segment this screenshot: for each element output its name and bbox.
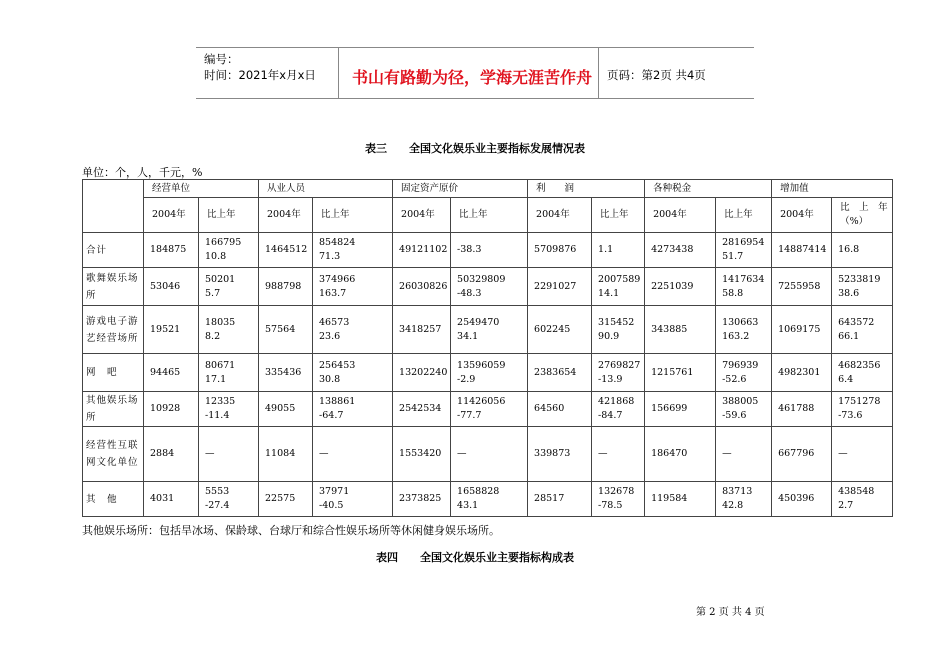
page-label: 页码：第2页 共4页 <box>607 68 706 82</box>
table-cell: 132678 -78.5 <box>592 482 645 517</box>
table-cell: — <box>313 427 393 482</box>
table-cell: 315452 90.9 <box>592 306 645 354</box>
table-cell: 11426056 -77.7 <box>451 392 528 427</box>
table-cell: 256453 30.8 <box>313 354 393 392</box>
table-cell: 64560 <box>528 392 592 427</box>
table-cell: 130663 163.2 <box>716 306 772 354</box>
footer-page: 第 2 页 共 4 页 <box>696 607 765 618</box>
table-row <box>83 392 893 427</box>
table-cell: 184875 <box>144 233 199 268</box>
sub-header: 2004年 <box>772 198 832 233</box>
table-cell: 1464512 <box>259 233 313 268</box>
sub-header: 比 上 年（%） <box>832 198 893 233</box>
group-header: 从业人员 <box>259 180 393 198</box>
group-header: 利 润 <box>528 180 645 198</box>
table-cell: 461788 <box>772 392 832 427</box>
table-cell: 14887414 <box>772 233 832 268</box>
sub-header: 2004年 <box>528 198 592 233</box>
table-cell: 10928 <box>144 392 199 427</box>
number-label: 编号： <box>204 52 239 66</box>
table-cell: 3418257 <box>393 306 451 354</box>
row-label: 歌舞娱乐场所 <box>83 268 144 306</box>
table-cell: 80671 17.1 <box>199 354 259 392</box>
row-label: 游戏电子游艺经营场所 <box>83 306 144 354</box>
table-cell: 1553420 <box>393 427 451 482</box>
table-cell: — <box>199 427 259 482</box>
table-row <box>83 233 893 268</box>
group-header: 经营单位 <box>144 180 259 198</box>
table-cell: 11084 <box>259 427 313 482</box>
table3-note: 其他娱乐场所：包括旱冰场、保龄球、台球厅和综合性娱乐场所等休闲健身娱乐场所。 <box>82 524 500 537</box>
table-cell: 643572 66.1 <box>832 306 893 354</box>
table-row <box>83 354 893 392</box>
table-cell: 37971 -40.5 <box>313 482 393 517</box>
table-cell: 22575 <box>259 482 313 517</box>
table-cell: 374966 163.7 <box>313 268 393 306</box>
table-cell: 13596059 -2.9 <box>451 354 528 392</box>
table-cell: 2291027 <box>528 268 592 306</box>
table-cell: 5709876 <box>528 233 592 268</box>
date-label: 时间：2021年x月x日 <box>204 68 316 82</box>
table-cell: 26030826 <box>393 268 451 306</box>
sub-header: 比上年 <box>592 198 645 233</box>
table-cell: 4982301 <box>772 354 832 392</box>
table-cell: 186470 <box>645 427 716 482</box>
table-cell: 335436 <box>259 354 313 392</box>
table-cell: 1.1 <box>592 233 645 268</box>
table-cell: 450396 <box>772 482 832 517</box>
row-label: 经营性互联网文化单位 <box>83 427 144 482</box>
table-cell: 83713 42.8 <box>716 482 772 517</box>
sub-header: 比上年 <box>313 198 393 233</box>
table-cell: 138861 -64.7 <box>313 392 393 427</box>
table-cell: 2884 <box>144 427 199 482</box>
table-cell: 1658828 43.1 <box>451 482 528 517</box>
table-cell: 2383654 <box>528 354 592 392</box>
row-label: 网 吧 <box>83 354 144 392</box>
table-cell: 50201 5.7 <box>199 268 259 306</box>
header-motto-cell <box>339 48 799 98</box>
sub-header: 2004年 <box>144 198 199 233</box>
table-cell: 421868 -84.7 <box>592 392 645 427</box>
table-cell: 2007589 14.1 <box>592 268 645 306</box>
table-row <box>83 306 893 354</box>
page-header <box>196 47 754 99</box>
sub-header: 比上年 <box>716 198 772 233</box>
table-cell: — <box>451 427 528 482</box>
header-info <box>196 48 339 98</box>
table-cell: 1215761 <box>645 354 716 392</box>
table-cell: 4031 <box>144 482 199 517</box>
sub-header: 2004年 <box>393 198 451 233</box>
table-cell: 5233819 38.6 <box>832 268 893 306</box>
table-cell: 49121102 <box>393 233 451 268</box>
table-cell: 5553 -27.4 <box>199 482 259 517</box>
table-row <box>83 482 893 517</box>
table-cell: 1751278 -73.6 <box>832 392 893 427</box>
table4-title: 表四 全国文化娱乐业主要指标构成表 <box>376 551 574 564</box>
table-cell: 16.8 <box>832 233 893 268</box>
sub-header: 2004年 <box>259 198 313 233</box>
table-cell: 94465 <box>144 354 199 392</box>
table-cell: 2251039 <box>645 268 716 306</box>
table3 <box>82 179 893 517</box>
table-cell: 18035 8.2 <box>199 306 259 354</box>
table-cell: 28517 <box>528 482 592 517</box>
group-header: 固定资产原价 <box>393 180 528 198</box>
table-cell: 13202240 <box>393 354 451 392</box>
sub-header: 比上年 <box>199 198 259 233</box>
table-cell: 12335 -11.4 <box>199 392 259 427</box>
table-cell: 667796 <box>772 427 832 482</box>
table-cell: 988798 <box>259 268 313 306</box>
table-cell: 2816954 51.7 <box>716 233 772 268</box>
table-cell: 2769827 -13.9 <box>592 354 645 392</box>
table-cell: — <box>592 427 645 482</box>
table-cell: 438548 2.7 <box>832 482 893 517</box>
table3-unit: 单位：个，人，千元，% <box>82 166 203 179</box>
table-cell: 19521 <box>144 306 199 354</box>
table-cell: 2373825 <box>393 482 451 517</box>
table-cell: — <box>716 427 772 482</box>
table-cell: 4273438 <box>645 233 716 268</box>
table-cell: 57564 <box>259 306 313 354</box>
table-cell: 388005 -59.6 <box>716 392 772 427</box>
table-row <box>83 427 893 482</box>
table3-title: 表三 全国文化娱乐业主要指标发展情况表 <box>365 142 585 155</box>
table-cell: 2549470 34.1 <box>451 306 528 354</box>
group-header: 增加值 <box>772 180 893 198</box>
table-cell: 4682356 6.4 <box>832 354 893 392</box>
table-cell: 119584 <box>645 482 716 517</box>
row-label: 其他娱乐场所 <box>83 392 144 427</box>
table-cell: 854824 71.3 <box>313 233 393 268</box>
table-cell: 796939 -52.6 <box>716 354 772 392</box>
table-row <box>83 268 893 306</box>
sub-header: 2004年 <box>645 198 716 233</box>
motto: 书山有路勤为径，学海无涯苦作舟 <box>352 68 593 87</box>
table-cell: 602245 <box>528 306 592 354</box>
table-cell: -38.3 <box>451 233 528 268</box>
table-cell: 50329809 -48.3 <box>451 268 528 306</box>
table-cell: 156699 <box>645 392 716 427</box>
header-corner <box>83 180 144 233</box>
group-header: 各种税金 <box>645 180 772 198</box>
table-cell: 53046 <box>144 268 199 306</box>
row-label: 合计 <box>83 233 144 268</box>
table-cell: 7255958 <box>772 268 832 306</box>
table-cell: 46573 23.6 <box>313 306 393 354</box>
table-cell: 49055 <box>259 392 313 427</box>
table-cell: 1417634 58.8 <box>716 268 772 306</box>
table-cell: 166795 10.8 <box>199 233 259 268</box>
table-cell: 339873 <box>528 427 592 482</box>
table-cell: 1069175 <box>772 306 832 354</box>
table-cell: 343885 <box>645 306 716 354</box>
sub-header: 比上年 <box>451 198 528 233</box>
table-cell: — <box>832 427 893 482</box>
table-cell: 2542534 <box>393 392 451 427</box>
row-label: 其 他 <box>83 482 144 517</box>
